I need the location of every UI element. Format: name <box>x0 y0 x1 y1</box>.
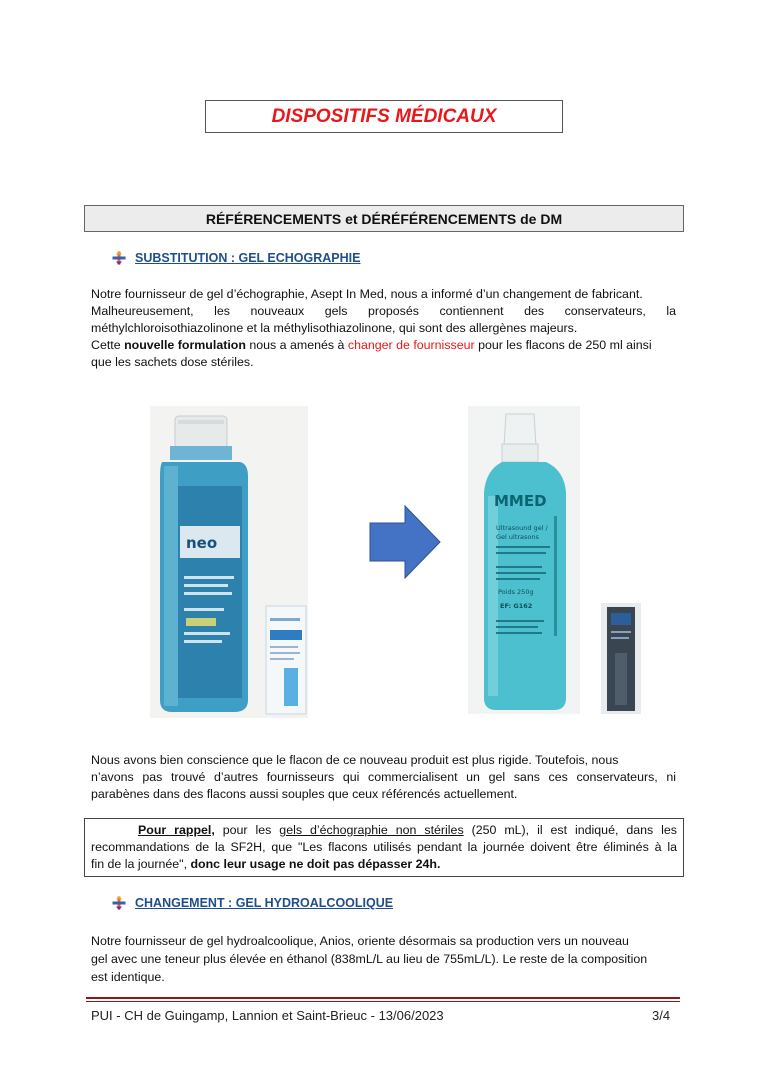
text-line: Nous avons bien conscience que le flacon de ce nouveau produit est plus rigide. Toutefois, nous <box>91 753 619 767</box>
footer-divider <box>86 1001 680 1002</box>
footer-divider <box>86 997 680 999</box>
bold-text: nouvelle formulation <box>124 338 246 352</box>
replacement-arrow-icon <box>369 505 441 579</box>
text-line <box>91 856 677 873</box>
old-gel-product-photo <box>150 406 308 718</box>
text-line: que les sachets dose stériles. <box>91 355 254 369</box>
section-title: RÉFÉRENCEMENTS et DÉRÉFÉRENCEMENTS de DM <box>84 205 684 232</box>
footer-source: PUI - CH de Guingamp, Lannion et Saint-Brieuc - 13/06/2023 <box>91 1008 444 1023</box>
bold-underlined-text: Pour rappel, <box>138 823 215 837</box>
text-line: gel avec une teneur plus élevée en éthanol (838mL/L au lieu de 755mL/L). Le reste de la composition <box>91 952 648 966</box>
text-run: pour les flacons de 250 ml ainsi <box>474 338 652 352</box>
paragraph-hydroalcoolique <box>91 932 681 986</box>
paragraph-intro <box>91 286 676 371</box>
old-bottle-brand: neo <box>186 534 218 552</box>
new-bottle-label-line: Poids 250g <box>498 588 534 596</box>
text-line: Notre fournisseur de gel d’échographie, Asept In Med, nous a informé d’un changement de fabricant. <box>91 287 643 301</box>
red-highlight-text: changer de fournisseur <box>347 338 475 352</box>
text-line: n’avons pas trouvé d’autres fournisseurs qui commercialisent un gel sans ces conservateurs, ni <box>91 770 676 784</box>
text-line: est identique. <box>91 970 165 984</box>
page-number: 3/4 <box>652 1008 671 1023</box>
text-run: nous a amenés à <box>245 338 348 352</box>
new-bottle-brand: MMED <box>494 492 547 510</box>
text-run: (250 mL), il est indiqué, dans les <box>463 823 678 837</box>
text-line <box>91 822 677 839</box>
reminder-box <box>84 818 684 877</box>
subheading-label: SUBSTITUTION : GEL ECHOGRAPHIE <box>135 251 361 265</box>
paragraph-rigidity <box>91 752 676 803</box>
text-line <box>91 337 676 354</box>
new-bottle-label-line: Gel ultrasons <box>496 533 539 541</box>
text-line: recommandations de la SF2H, que "Les flacons utilisés pendant la journée doivent être éliminés à la <box>91 840 677 854</box>
arrow-bullet-icon <box>112 251 126 265</box>
arrow-bullet-icon <box>112 896 126 910</box>
subheading-label: CHANGEMENT : GEL HYDROALCOOLIQUE <box>135 896 394 910</box>
text-line: parabènes dans des flacons aussi souples que ceux référencés actuellement. <box>91 787 518 801</box>
text-line: Malheureusement, les nouveaux gels proposés contiennent des conservateurs, la <box>91 304 676 318</box>
new-sachet-photo <box>601 603 641 714</box>
text-run: Cette <box>91 338 125 352</box>
subheading-substitution <box>112 251 360 265</box>
text-line: Notre fournisseur de gel hydroalcoolique, Anios, oriente désormais sa production vers un nouveau <box>91 934 629 948</box>
text-run: pour les <box>214 823 280 837</box>
subheading-changement <box>112 896 393 910</box>
bold-text: donc leur usage ne doit pas dépasser 24h. <box>190 857 441 871</box>
new-gel-product-photo <box>468 406 580 714</box>
text-line: méthylchloroisothiazolinone et la méthylisothiazolinone, qui sont des allergènes majeurs. <box>91 321 578 335</box>
underlined-text: gels d’échographie non stériles <box>279 823 464 837</box>
new-bottle-label-line: EF: G162 <box>500 602 533 610</box>
text-run: fin de la journée", <box>91 857 191 871</box>
page-title: DISPOSITIFS MÉDICAUX <box>205 100 563 133</box>
new-bottle-label-line: Ultrasound gel / <box>496 524 548 532</box>
